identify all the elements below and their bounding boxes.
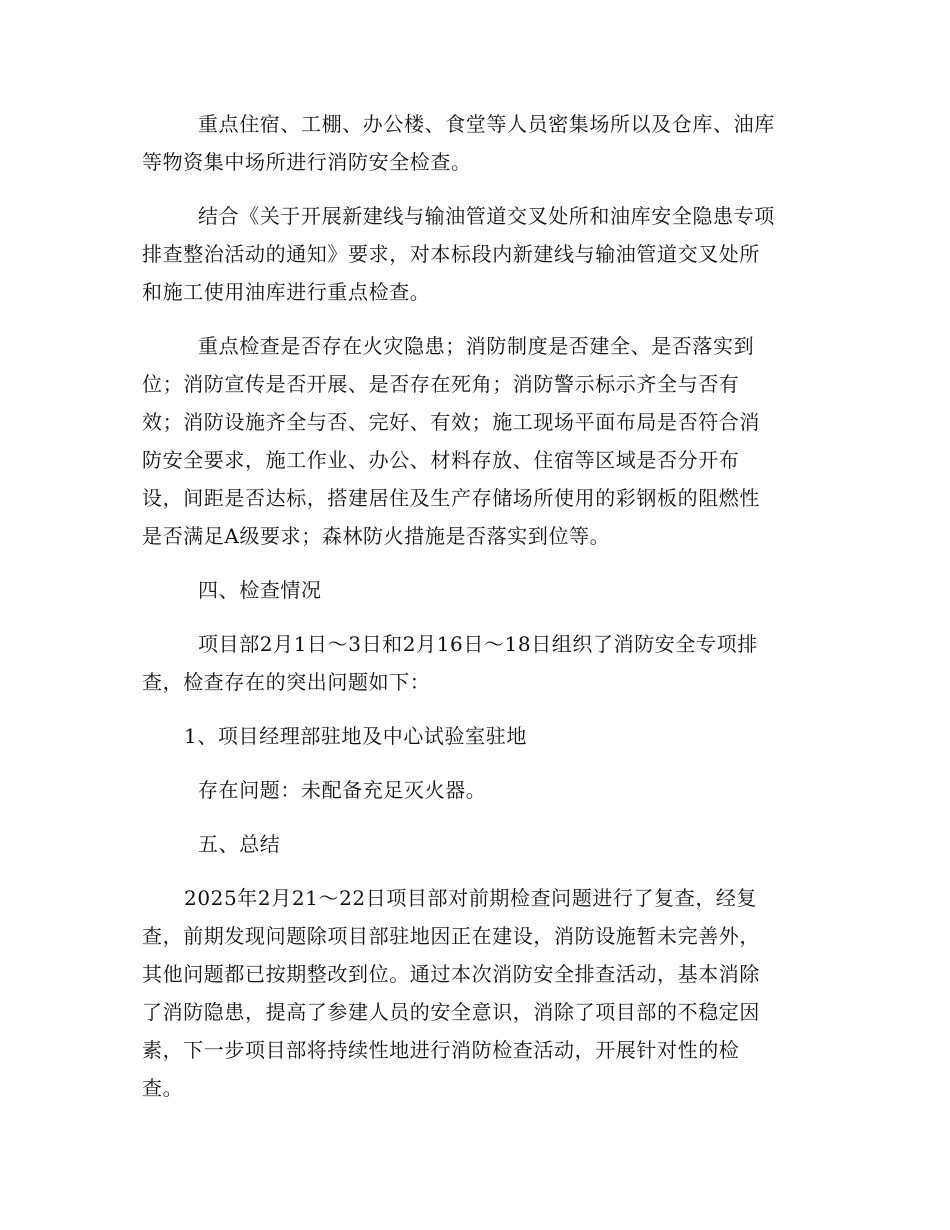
paragraph-inspection-dates xyxy=(142,625,812,701)
text-line: 存在问题：未配备充足灭火器。 xyxy=(198,778,487,802)
section-heading-inspection-status xyxy=(142,571,812,609)
text-line: 结合《关于开展新建线与输油管道交叉处所和油库安全隐患专项 xyxy=(198,204,775,228)
text-line: 其他问题都已按期整改到位。通过本次消防安全排查活动，基本消除 xyxy=(142,962,760,986)
text-line: 位；消防宣传是否开展、是否存在死角；消防警示标示齐全与否有 xyxy=(142,372,740,396)
paragraph-inspection-scope xyxy=(142,105,812,181)
text-line: 素，下一步项目部将持续性地进行消防检查活动，开展针对性的检 xyxy=(142,1038,740,1062)
text-line: 是否满足A级要求；森林防火措施是否落实到位等。 xyxy=(142,524,611,548)
document-body xyxy=(142,105,812,1107)
list-item-project-office xyxy=(142,717,812,755)
text-line: 2025年2月21～22日项目部对前期检查问题进行了复查，经复 xyxy=(184,886,758,910)
text-line: 查，前期发现问题除项目部驻地因正在建设，消防设施暂未完善外， xyxy=(142,924,760,948)
heading-text: 五、总结 xyxy=(198,832,281,856)
text-line: 等物资集中场所进行消防安全检查。 xyxy=(142,150,472,174)
text-line: 了消防隐患，提高了参建人员的安全意识，消除了项目部的不稳定因 xyxy=(142,1000,760,1024)
text-line: 查，检查存在的突出问题如下： xyxy=(142,670,431,694)
text-line: 重点住宿、工棚、办公楼、食堂等人员密集场所以及仓库、油库 xyxy=(198,112,775,136)
text-line: 排查整治活动的通知》要求，对本标段内新建线与输油管道交叉处所 xyxy=(142,242,760,266)
paragraph-key-checks xyxy=(142,327,812,555)
text-line: 1、项目经理部驻地及中心试验室驻地 xyxy=(184,724,527,748)
text-line: 设，间距是否达标，搭建居住及生产存储场所使用的彩钢板的阻燃性 xyxy=(142,486,760,510)
paragraph-summary xyxy=(142,879,812,1107)
paragraph-problem-found xyxy=(142,771,812,809)
section-heading-summary xyxy=(142,825,812,863)
text-line: 和施工使用油库进行重点检查。 xyxy=(142,280,431,304)
text-line: 项目部2月1日～3日和2月16日～18日组织了消防安全专项排 xyxy=(198,632,758,656)
text-line: 效；消防设施齐全与否、完好、有效；施工现场平面布局是否符合消 xyxy=(142,410,760,434)
text-line: 防安全要求，施工作业、办公、材料存放、住宿等区域是否分开布 xyxy=(142,448,740,472)
heading-text: 四、检查情况 xyxy=(198,578,322,602)
text-line: 重点检查是否存在火灾隐患；消防制度是否建全、是否落实到 xyxy=(198,334,755,358)
text-line: 查。 xyxy=(142,1076,184,1100)
paragraph-pipeline-inspection xyxy=(142,197,812,311)
